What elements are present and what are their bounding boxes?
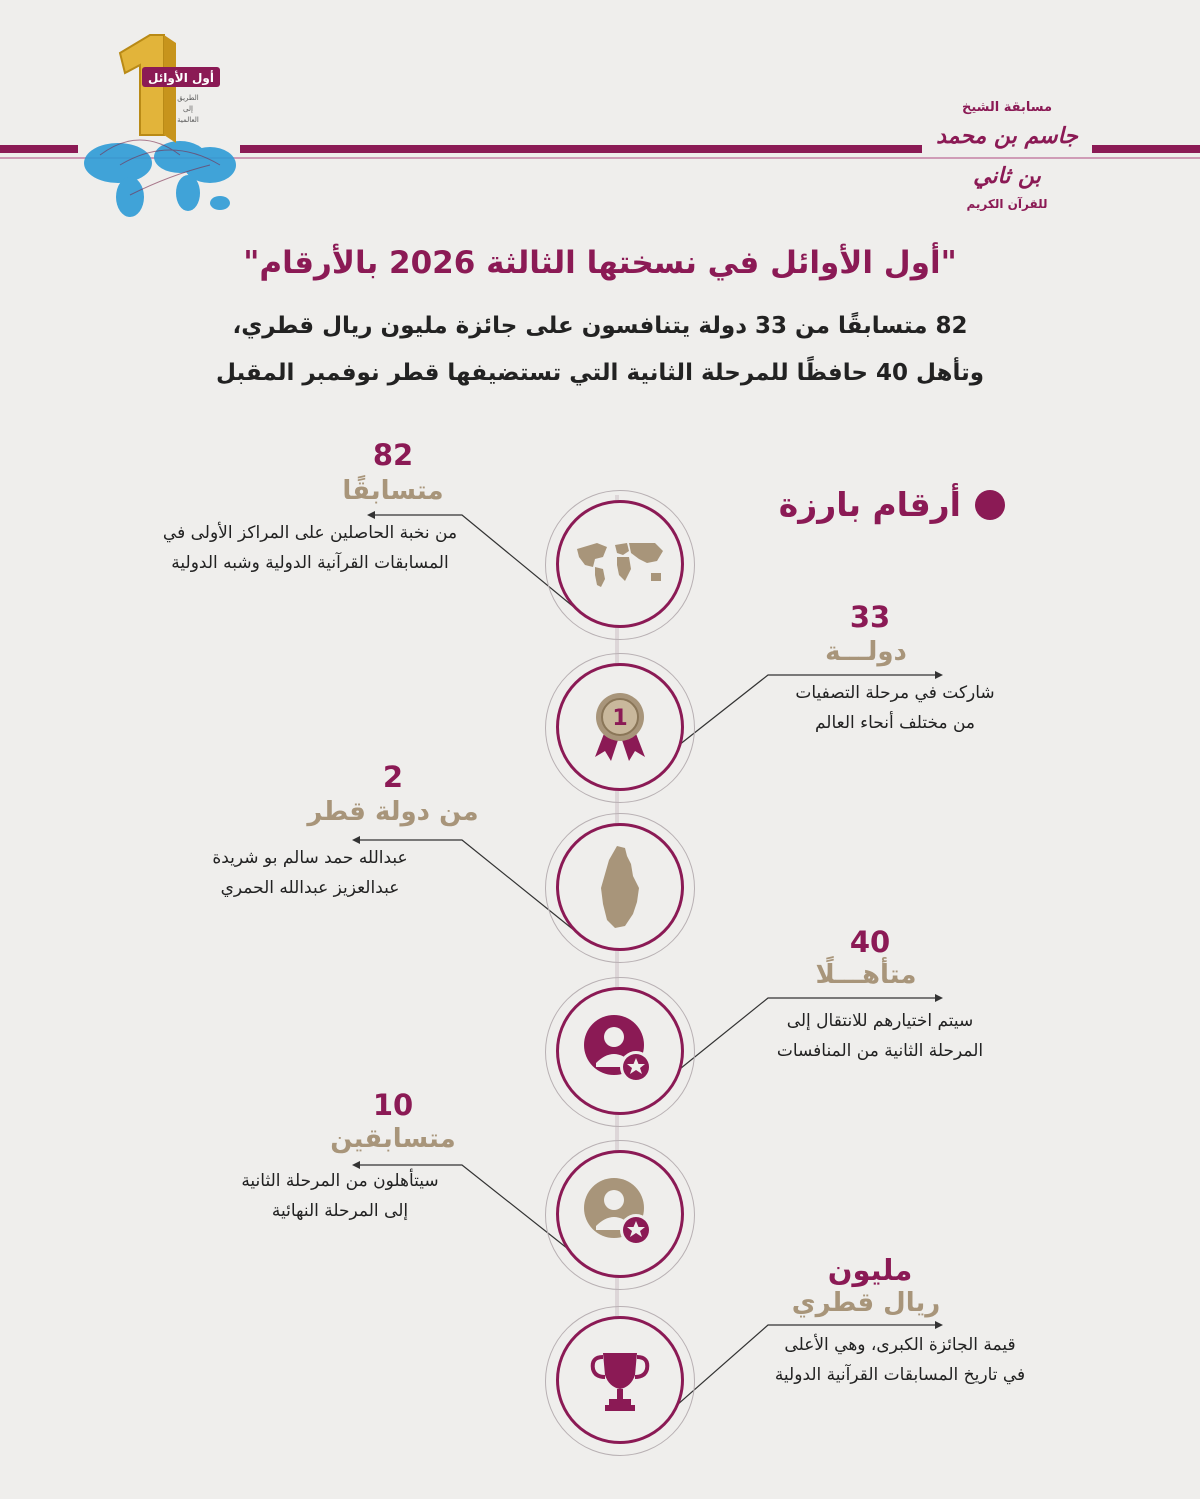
finalist-person-icon (580, 1174, 660, 1254)
section-heading-text: أرقام بارزة (778, 485, 961, 524)
stat-2-unit: دولـــة (825, 637, 907, 667)
stat-5-circle (556, 1150, 684, 1278)
stat-1-number: 82 (372, 438, 414, 472)
stat-1-desc-line1: من نخبة الحاصلين على المراكز الأولى في (162, 523, 458, 543)
page-title: "أول الأوائل في نسختها الثالثة 2026 بالأرقام" (243, 245, 957, 281)
logo-line3: العالمية (177, 116, 199, 124)
stat-4-circle (556, 987, 684, 1115)
stat-5-number: 10 (372, 1088, 414, 1122)
stat-5-desc-line1: سيتأهلون من المرحلة الثانية (241, 1171, 439, 1191)
qualified-person-icon (580, 1011, 660, 1091)
stat-4-unit: متأهـــلًا (815, 960, 917, 990)
stat-4-desc-line1: سيتم اختيارهم للانتقال إلى (786, 1011, 974, 1031)
stat-6-desc (750, 1330, 1050, 1390)
stat-3-number: 2 (382, 760, 404, 794)
trophy-icon (585, 1345, 655, 1415)
stat-5-desc (190, 1166, 490, 1226)
stat-2-number: 33 (849, 600, 891, 634)
stat-3-circle (556, 823, 684, 951)
stat-2-desc (745, 678, 1045, 738)
stat-3-desc-line2: عبدالعزيز عبدالله الحمري (220, 878, 400, 898)
stat-2-desc-line1: شاركت في مرحلة التصفيات (795, 683, 995, 703)
logo-line1: الطريق (177, 94, 199, 102)
stat-3-desc (160, 843, 460, 903)
stat-5-desc-line2: إلى المرحلة النهائية (271, 1201, 409, 1221)
stat-4-desc-line2: المرحلة الثانية من المنافسات (776, 1041, 984, 1061)
stat-6-circle (556, 1316, 684, 1444)
stat-3-desc-line1: عبدالله حمد سالم بو شريدة (212, 848, 408, 868)
stat-1-desc-line2: المسابقات القرآنية الدولية وشبه الدولية (171, 553, 449, 573)
logo-top-text: مسابقة الشيخ (961, 100, 1053, 115)
stat-6-desc-line2: في تاريخ المسابقات القرآنية الدولية (774, 1365, 1026, 1385)
stat-4-number: 40 (849, 925, 891, 959)
stat-6-number: مليون (827, 1253, 913, 1287)
stat-6-unit: ريال قطري (791, 1288, 941, 1318)
logo-calligraphy: جاسم بن محمد بن ثاني (936, 123, 1078, 189)
medal-rank: 1 (612, 706, 628, 731)
qatar-map-icon (595, 842, 645, 932)
logo-line2: إلى (183, 105, 193, 113)
stat-2-circle (556, 663, 684, 791)
subtitle-line-1: 82 متسابقًا من 33 دولة يتنافسون على جائزة مليون ريال قطري، (232, 313, 968, 339)
logo-title: أول الأوائل (148, 71, 214, 85)
medal-icon (585, 687, 655, 767)
stat-1-circle (556, 500, 684, 628)
stat-2-desc-line2: من مختلف أنحاء العالم (814, 713, 976, 733)
stat-1-desc (160, 518, 460, 578)
stat-4-desc (730, 1006, 1030, 1066)
stat-6-desc-line1: قيمة الجائزة الكبرى، وهي الأعلى (784, 1335, 1016, 1355)
stat-3-unit: من دولة قطر (307, 797, 479, 827)
logo-bottom-text: للقرآن الكريم (966, 197, 1048, 211)
world-map-icon (575, 539, 665, 589)
subtitle-line-2: وتأهل 40 حافظًا للمرحلة الثانية التي تستضيفها قطر نوفمبر المقبل (215, 360, 985, 386)
stat-5-unit: متسابقين (330, 1124, 456, 1154)
stat-1-unit: متسابقًا (342, 476, 444, 506)
